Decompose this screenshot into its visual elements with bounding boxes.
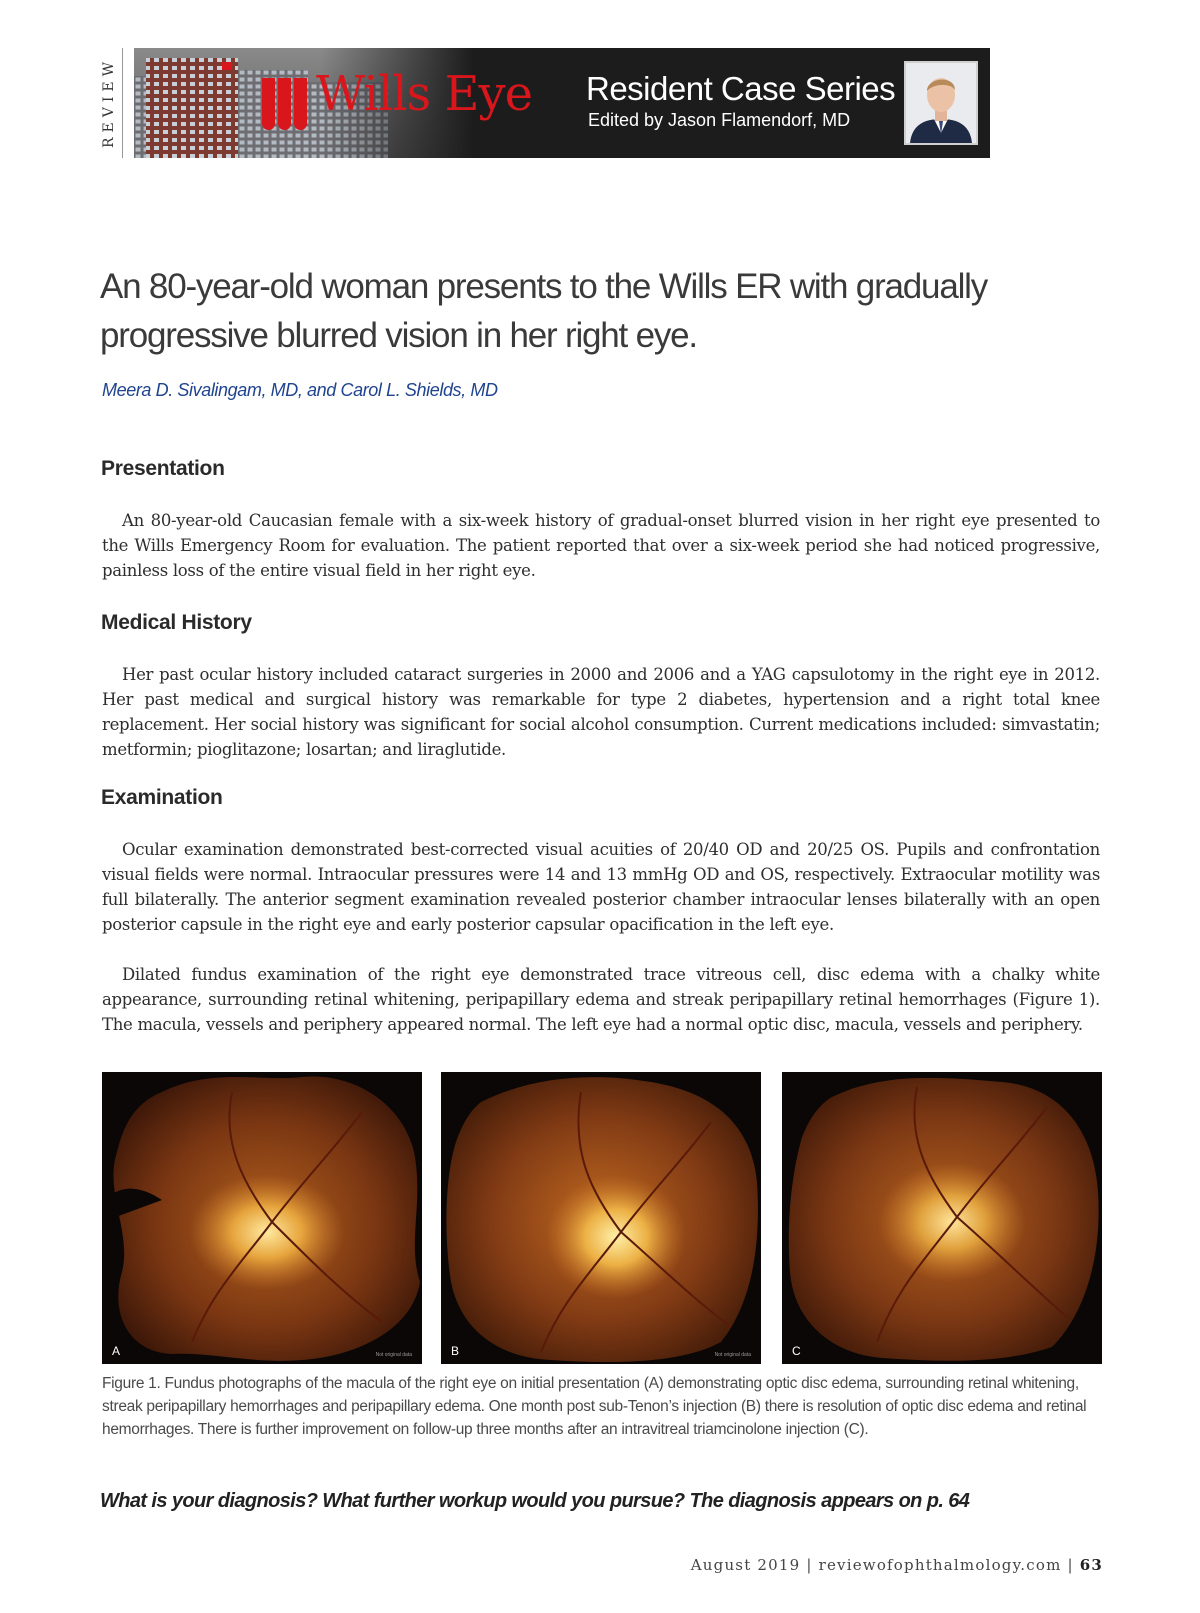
fundus-image-a <box>102 1072 422 1364</box>
series-title: Resident Case Series <box>586 70 896 107</box>
examination-paragraph-2: Dilated fundus examination of the right eye demonstrated trace vitreous cell, disc edema with a chalky white appearance, surrounding retinal whitening, peripapillary edema and streak peripapillary retinal hemorrhages (Figure 1). The macula, vessels and periphery appeared normal. The left eye had a normal optic disc, macula, vessels and periphery. <box>102 965 1100 1034</box>
figure-mark-a: Not original data <box>375 1352 412 1358</box>
figure-label-c: C <box>792 1344 801 1358</box>
section-heading-presentation: Presentation <box>101 457 225 480</box>
figure-label-a: A <box>112 1344 121 1358</box>
section-side-label <box>96 48 123 158</box>
figure-mark-b: Not original data <box>714 1352 751 1358</box>
footer-date: August 2019 <box>690 1556 801 1574</box>
portrait-icon <box>906 63 976 143</box>
series-banner <box>134 48 990 158</box>
section-heading-medical-history: Medical History <box>101 611 252 634</box>
examination-paragraph-1: Ocular examination demonstrated best-corrected visual acuities of 20/40 OD and 20/25 OS. Pupils and confrontation visual fields were normal. Intraocular pressures were 14 and 13 mmHg OD and OS, respectively. Extraocular motility was full bilaterally. The anterior segment examination revealed posterior chamber intraocular lenses bilaterally with an open posterior capsule in the right eye and early posterior capsular opacification in the left eye. <box>102 840 1100 934</box>
fundus-photo-c <box>782 1072 1102 1364</box>
fundus-photo-b <box>441 1072 761 1364</box>
diagnosis-question: What is your diagnosis? What further workup would you pursue? The diagnosis appears on p. 64 <box>100 1490 970 1512</box>
article-authors: Meera D. Sivalingam, MD, and Carol L. Shields, MD <box>102 380 498 400</box>
editor-portrait <box>904 61 978 145</box>
footer-site: reviewofophthalmology.com <box>818 1556 1062 1574</box>
medical-history-paragraph: Her past ocular history included cataract surgeries in 2000 and 2006 and a YAG capsulotomy in the right eye in 2012. Her past medical and surgical history was remarkable for type 2 diabetes, hypertension and a right total knee replacement. Her social history was significant for social alcohol consumption. Current medications included: simvastatin; metformin; pioglitazone; losartan; and liraglutide. <box>102 665 1100 759</box>
fundus-image-b <box>441 1072 761 1364</box>
fundus-photo-a <box>102 1072 422 1364</box>
page-number: 63 <box>1079 1556 1103 1574</box>
review-label: REVIEW <box>101 57 117 149</box>
series-editor: Edited by Jason Flamendorf, MD <box>588 110 851 130</box>
figure-caption: Figure 1. Fundus photographs of the macula of the right eye on initial presentation (A) demonstrating optic disc edema, surrounding retinal whitening, streak peripapillary hemorrhages and peripapillary edema. One month post sub-Tenon’s injection (B) there is resolution of optic disc edema and retinal hemorrhages. There is further improvement on follow-up three months after an intravitreal triamcinolone injection (C). <box>102 1375 1087 1438</box>
wills-eye-logo: Wills Eye <box>316 66 532 122</box>
page-footer: August 2019 | reviewofophthalmology.com | 63 <box>690 1556 1103 1574</box>
figure-label-b: B <box>451 1344 460 1358</box>
fundus-image-c <box>782 1072 1102 1364</box>
section-heading-examination: Examination <box>101 786 223 809</box>
article-headline: An 80-year-old woman presents to the Wills ER with gradually progressive blurred vision in her right eye. <box>100 267 988 355</box>
wills-eye-logo-mark <box>262 78 307 130</box>
presentation-paragraph: An 80-year-old Caucasian female with a six-week history of gradual-onset blurred vision in her right eye presented to the Wills Emergency Room for evaluation. The patient reported that over a six-week period she had noticed progressive, painless loss of the entire visual field in her right eye. <box>102 511 1100 580</box>
